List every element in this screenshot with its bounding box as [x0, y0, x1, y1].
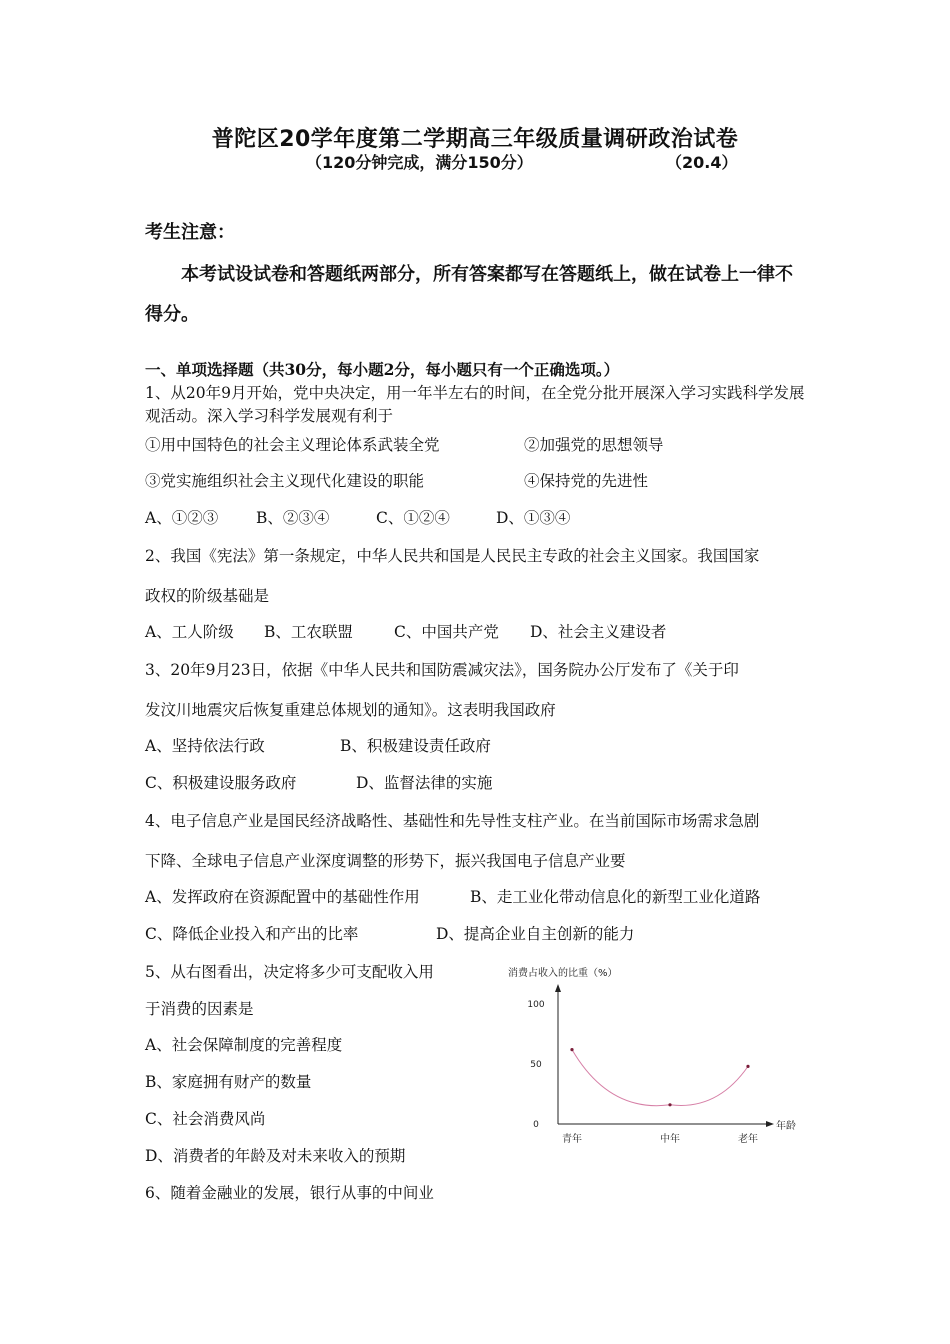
- q3-stem-line1: 3、20年9月23日，依据《中华人民共和国防震减灾法》，国务院办公厅发布了《关于印: [145, 661, 739, 679]
- q1-option-a: A、①②③: [145, 509, 219, 527]
- q5-option-a: A、社会保障制度的完善程度: [145, 1036, 343, 1054]
- q4-stem-line1: 4、电子信息产业是国民经济战略性、基础性和先导性支柱产业。在当前国际市场需求急剧: [145, 812, 760, 830]
- chart-x-axis-arrow: [766, 1121, 774, 1127]
- consumption-age-chart: [500, 960, 810, 1150]
- q6-stem-line1: 6、随着金融业的发展，银行从事的中间业: [145, 1184, 434, 1202]
- q4-option-d: D、提高企业自主创新的能力: [436, 925, 635, 943]
- q1-option-b: B、②③④: [256, 509, 330, 527]
- q5-stem-line1: 5、从右图看出，决定将多少可支配收入用: [145, 963, 434, 981]
- q1-statement-3: ③党实施组织社会主义现代化建设的职能: [145, 472, 425, 490]
- chart-ylabel: 消费占收入的比重（%）: [508, 968, 618, 979]
- exam-date: （20.4）: [666, 153, 738, 172]
- q2-option-a: A、工人阶级: [145, 623, 234, 641]
- q5-option-c: C、社会消费风尚: [145, 1110, 266, 1128]
- chart-xlabel: 年龄: [776, 1121, 796, 1132]
- q4-option-c: C、降低企业投入和产出的比率: [145, 925, 359, 943]
- q2-option-c: C、中国共产党: [394, 623, 499, 641]
- exam-duration-score: （120分钟完成，满分150分）: [306, 153, 533, 172]
- q4-option-a: A、发挥政府在资源配置中的基础性作用: [145, 888, 420, 906]
- q1-stem: 1、从20年9月开始，党中央决定，用一年半左右的时间，在全党分批开展深入学习实践科学发展观活动。深入学习科学发展观有利于: [145, 384, 805, 425]
- notice-heading: 考生注意：: [145, 222, 235, 243]
- chart-data-point: [668, 1103, 671, 1106]
- chart-y-tick-label: 0: [533, 1120, 539, 1130]
- chart-y-tick-label: 50: [530, 1060, 542, 1070]
- q3-stem-line2: 发汶川地震灾后恢复重建总体规划的通知》。这表明我国政府: [145, 701, 556, 719]
- q1-statement-4: ④保持党的先进性: [524, 472, 649, 490]
- q2-stem-line2: 政权的阶级基础是: [145, 587, 270, 605]
- q3-option-b: B、积极建设责任政府: [340, 737, 491, 755]
- chart-x-tick-label: 青年: [562, 1134, 582, 1145]
- chart-data-point: [746, 1065, 749, 1068]
- q3-option-d: D、监督法律的实施: [356, 774, 493, 792]
- q2-option-d: D、社会主义建设者: [530, 623, 667, 641]
- q4-stem-line2: 下降、全球电子信息产业深度调整的形势下，振兴我国电子信息产业要: [145, 852, 626, 870]
- notice-body: 本考试设试卷和答题纸两部分，所有答案都写在答题纸上，做在试卷上一律不得分。: [145, 264, 793, 325]
- q3-option-c: C、积极建设服务政府: [145, 774, 297, 792]
- chart-y-axis-arrow: [555, 984, 561, 992]
- chart-data-point: [570, 1048, 573, 1051]
- q3-option-a: A、坚持依法行政: [145, 737, 265, 755]
- q2-stem-line1: 2、我国《宪法》第一条规定，中华人民共和国是人民民主专政的社会主义国家。我国国家: [145, 547, 760, 565]
- q5-option-d: D、消费者的年龄及对未来收入的预期: [145, 1147, 406, 1165]
- q1-statement-1: ①用中国特色的社会主义理论体系武装全党: [145, 436, 440, 454]
- q5-option-b: B、家庭拥有财产的数量: [145, 1073, 312, 1091]
- chart-y-tick-label: 100: [527, 1000, 545, 1010]
- chart-x-tick-label: 老年: [738, 1134, 758, 1145]
- chart-series-line: [572, 1050, 748, 1106]
- q1-option-d: D、①③④: [496, 509, 571, 527]
- q1-option-c: C、①②④: [376, 509, 450, 527]
- chart-x-tick-label: 中年: [660, 1134, 680, 1145]
- page-title: 普陀区20学年度第二学期高三年级质量调研政治试卷: [211, 127, 739, 152]
- section-heading: 一、单项选择题（共30分，每小题2分，每小题只有一个正确选项。）: [145, 360, 620, 379]
- q4-option-b: B、走工业化带动信息化的新型工业化道路: [470, 888, 761, 906]
- q1-statement-2: ②加强党的思想领导: [524, 436, 664, 454]
- q5-stem-line2: 于消费的因素是: [145, 1000, 254, 1018]
- q2-option-b: B、工农联盟: [264, 623, 353, 641]
